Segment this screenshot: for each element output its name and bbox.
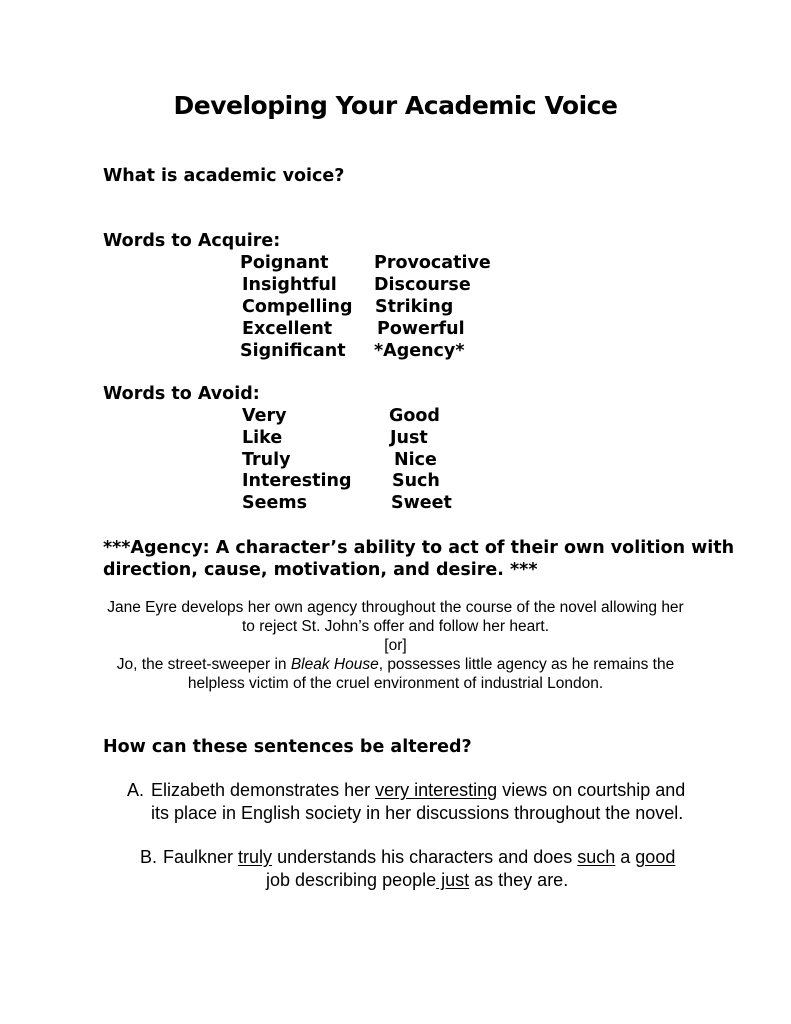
example-line: helpless victim of the cruel environment of industrial London. xyxy=(187,675,604,692)
avoid-word: Nice xyxy=(394,450,437,470)
sentence-a-line1 xyxy=(151,779,685,802)
question-sentences-altered: How can these sentences be altered? xyxy=(103,737,472,757)
example-text: , possesses little agency as he remains the xyxy=(378,656,675,673)
avoid-word: Like xyxy=(242,428,283,448)
example-line: to reject St. John’s offer and follow her heart. xyxy=(241,618,550,635)
sentence-b-line2 xyxy=(266,869,568,892)
acquire-word: Insightful xyxy=(242,275,337,295)
example-text: Jo, the street-sweeper in xyxy=(116,656,291,673)
underlined-word: good xyxy=(635,847,676,867)
words-to-avoid-heading: Words to Avoid: xyxy=(103,384,260,404)
avoid-word: Just xyxy=(390,428,428,448)
sentence-b-line1 xyxy=(163,846,675,869)
avoid-word: Such xyxy=(392,471,440,491)
sentence-text: Elizabeth demonstrates her xyxy=(151,780,376,800)
example-line xyxy=(0,655,791,674)
acquire-word: Poignant xyxy=(240,253,329,273)
acquire-word: Compelling xyxy=(242,297,353,317)
agency-definition-line: ***Agency: A character’s ability to act of their own volition with xyxy=(103,538,735,558)
example-jane-eyre xyxy=(0,598,791,693)
underlined-word: very interesting xyxy=(375,780,498,800)
question-academic-voice: What is academic voice? xyxy=(103,166,345,186)
agency-definition xyxy=(103,537,734,581)
sentence-b-marker: B. xyxy=(140,847,158,867)
sentence-a-line2: its place in English society in her discussions throughout the novel. xyxy=(151,803,684,823)
sentence-text: a xyxy=(615,847,636,867)
underlined-word: truly xyxy=(238,847,273,867)
acquire-word: Striking xyxy=(375,297,454,317)
avoid-word: Very xyxy=(242,406,287,426)
sentence-text: Faulkner xyxy=(163,847,239,867)
avoid-word: Good xyxy=(389,406,440,426)
underlined-word: just xyxy=(436,870,470,890)
sentence-a-marker: A. xyxy=(127,780,145,800)
avoid-word: Sweet xyxy=(391,493,452,513)
example-line: Jane Eyre develops her own agency throughout the course of the novel allowing her xyxy=(107,599,684,616)
acquire-word: Powerful xyxy=(377,319,465,339)
words-to-acquire-heading: Words to Acquire: xyxy=(103,231,281,251)
underlined-word: such xyxy=(577,847,616,867)
avoid-word: Truly xyxy=(242,450,291,470)
avoid-word: Seems xyxy=(242,493,307,513)
acquire-word: Provocative xyxy=(374,253,491,273)
acquire-word: Discourse xyxy=(374,275,471,295)
acquire-word: Significant xyxy=(240,341,346,361)
sentence-text: as they are. xyxy=(469,870,569,890)
sentence-text: job describing people xyxy=(266,870,437,890)
sentence-text: views on courtship and xyxy=(497,780,686,800)
agency-definition-line: direction, cause, motivation, and desire. *** xyxy=(103,560,538,580)
sentence-text: understands his characters and does xyxy=(272,847,578,867)
acquire-word: Excellent xyxy=(242,319,333,339)
example-or: [or] xyxy=(384,637,407,654)
book-title: Bleak House xyxy=(290,656,379,673)
avoid-word: Interesting xyxy=(242,471,352,491)
acquire-word: *Agency* xyxy=(374,341,465,361)
page-title: Developing Your Academic Voice xyxy=(173,91,618,120)
